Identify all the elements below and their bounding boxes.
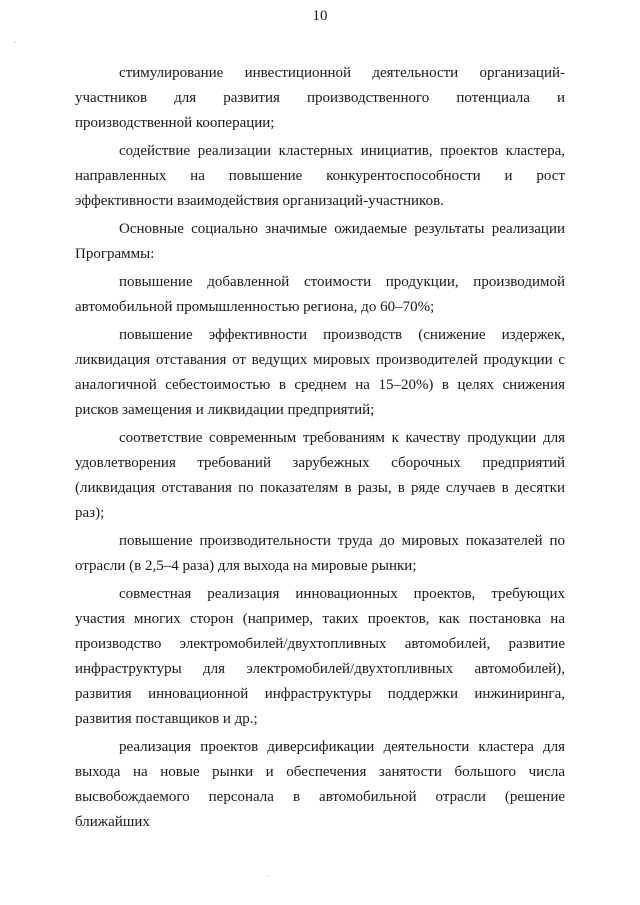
paragraph: реализация проектов диверсификации деятельности кластера для выхода на новые рынки и обеспечения занятости большого числа высвобождаемого персонала в автомобильной отрасли (решение ближайших — [75, 739, 565, 830]
paragraph: совместная реализация инновационных проектов, требующих участия многих сторон (например, таких проектов, как постановка на производство электромобилей/двухтопливных автомобилей, развитие инфраструктуры для электромобилей/двухтопливных автомобилей), развития инновационной инфраструктуры поддержки инжиниринга, развития поставщиков и др.; — [75, 586, 565, 727]
scan-speck: . — [14, 35, 17, 46]
page-number: 10 — [312, 8, 328, 24]
paragraph: стимулирование инвестиционной деятельности организаций-участников для развития производственного потенциала и производственной кооперации; — [75, 65, 565, 131]
paragraph: повышение производительности труда до мировых показателей по отрасли (в 2,5–4 раза) для выхода на мировые рынки; — [75, 533, 565, 574]
document-body — [75, 61, 565, 838]
paragraph: повышение добавленной стоимости продукции, производимой автомобильной промышленностью региона, до 60–70%; — [75, 274, 565, 315]
scan-speck: . — [267, 869, 270, 880]
paragraph: содействие реализации кластерных инициатив, проектов кластера, направленных на повышение конкурентоспособности и рост эффективности взаимодействия организаций-участников. — [75, 143, 565, 209]
paragraph: повышение эффективности производств (снижение издержек, ликвидация отставания от ведущих мировых производителей продукции с аналогичной себестоимостью в среднем на 15–20%) в целях снижения рисков замещения и ликвидации предприятий; — [75, 327, 565, 418]
paragraph: Основные социально значимые ожидаемые результаты реализации Программы: — [75, 221, 565, 262]
paragraph: соответствие современным требованиям к качеству продукции для удовлетворения требований зарубежных сборочных предприятий (ликвидация отставания по показателям в разы, в ряде случаев в десятки раз); — [75, 430, 565, 521]
